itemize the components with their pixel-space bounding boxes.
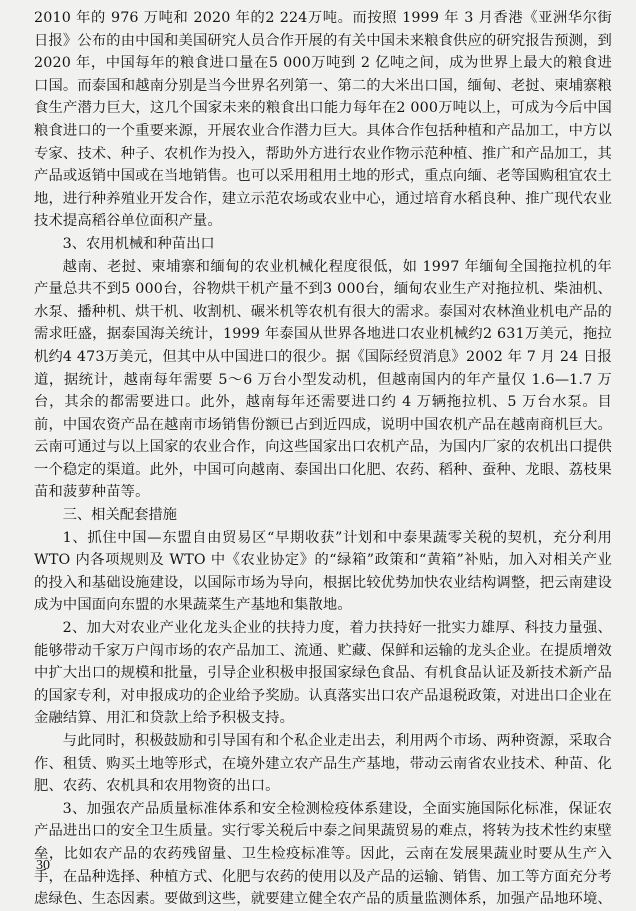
paragraph-measure-3: 3、加强农产品质量标准体系和安全检测检疫体系建设，全面实施国际化标准，保证农产品进出口的安全卫生质量。实行零关税后中泰之间果蔬贸易的难点，将转为技术性约束壁垒，比如农产品的农药残留量、卫生检疫标准等。因此，云南在发展果蔬业时要从生产入手，在品种选择、种植方式、化肥与农药的使用以及产品的运输、销售、加工等方面充分考虑绿色、生态因素。要做到这些，就要建立健全农产品的质量监测体系，加强产品地环境、	[34, 800, 612, 908]
paragraph-going-global: 与此同时，积极鼓励和引导国有和个私企业走出去，利用两个市场、两种资源，采取合作、租赁、购买土地等形式，在境外建立农产品生产基地，带动云南省农业技术、种苗、化肥、农药、农机具和农用物资的出口。	[34, 733, 612, 795]
paragraph-measure-1: 1、抓住中国—东盟自由贸易区“早期收获”计划和中泰果蔬零关税的契机，充分利用 WTO 内各项规则及 WTO 中《农业协定》的“绿箱”政策和“黄箱”补贴，加入对相关产业的投入和基础设施建设，以国际市场为导向，根据比较优势加快农业结构调整，把云南建设成为中国面向东盟的水果蔬菜生产基地和集散地。	[34, 529, 612, 614]
paragraph-machinery: 越南、老挝、柬埔寨和缅甸的农业机械化程度很低，如 1997 年缅甸全国拖拉机的年产量总共不到5 000台，谷物烘干机产量不到3 000台，缅甸农业生产对拖拉机、柴油机、水泵、播种机、烘干机、收割机、碾米机等农机有很大的需求。泰国对农林渔业机电产品的需求旺盛，据泰国海关统计，1999 年泰国从世界各地进口农业机械约2 631万美元，拖拉机约4 473万美元，但其中从中国进口的很少。据《国际经贸消息》2002 年 7 月 24 日报道，据统计，越南每年需要 5～6 万台小型发动机，但越南国内的年产量仅 1.6—1.7 万台，其余的都需要进口。此外，越南每年还需要进口约 4 万辆拖拉机、5 万台水泵。目前，中国农资产品在越南市场销售份额已占到近四成，说明中国农机产品在越南商机巨大。云南可通过与以上国家的农业合作，向这些国家出口农机产品，为国内厂家的农机出口提供一个稳定的渠道。此外，中国可向越南、泰国出口化肥、农药、稻种、蚕种、龙眼、荔枝果苗和菠萝种苗等。	[34, 258, 612, 501]
subheading-machinery-export: 3、农用机械和种苗出口	[62, 235, 215, 252]
page-number: 30	[36, 858, 50, 873]
section-heading-measures: 三、相关配套措施	[62, 507, 177, 524]
paragraph-measure-2: 2、加大对农业产业化龙头企业的扶持力度，着力扶持好一批实力雄厚、科技力量强、能够带动千家万户闯市场的农产品加工、流通、贮藏、保鲜和运输的龙头企业。在提质增效中扩大出口的规模和批量，引导企业积极申报国家绿色食品、有机食品认证及新技术新产品的国家专利，对申报成功的企业给予奖励。认真落实出口农产品退税政策，对进出口企业在金融结算、用汇和贷款上给予积极支持。	[34, 620, 612, 727]
paragraph-grain-import: 2010 年的 976 万吨和 2020 年的2 224万吨。而按照 1999 年 3 月香港《亚洲华尔街日报》公布的由中国和美国研究人员合作开展的有关中国未来粮食供应的研究报告预测，到 2020 年，中国每年的粮食进口量在5 000万吨到 2 亿吨之间，成为世界上最大的粮食进口国。而泰国和越南分别是当今世界名列第一、第二的大米出口国，缅甸、老挝、柬埔寨粮食生产潜力巨大，这几个国家未来的粮食出口能力每年在2 000万吨以上，可成为今后中国粮食进口的一个重要来源，开展农业合作潜力巨大。具体合作包括种植和产品加工，中方以专家、技术、种子、农机作为投入，帮助外方进行农业作物示范种植、推广和产品加工，其产品或返销中国或在当地销售。也可以采用租用土地的形式，重点向缅、老等国购租宜农土地，进行种养殖业开发合作，建立示范农场或农业中心，通过培育水稻良种、推广现代农业技术提高稻谷单位面积产量。	[34, 10, 612, 230]
